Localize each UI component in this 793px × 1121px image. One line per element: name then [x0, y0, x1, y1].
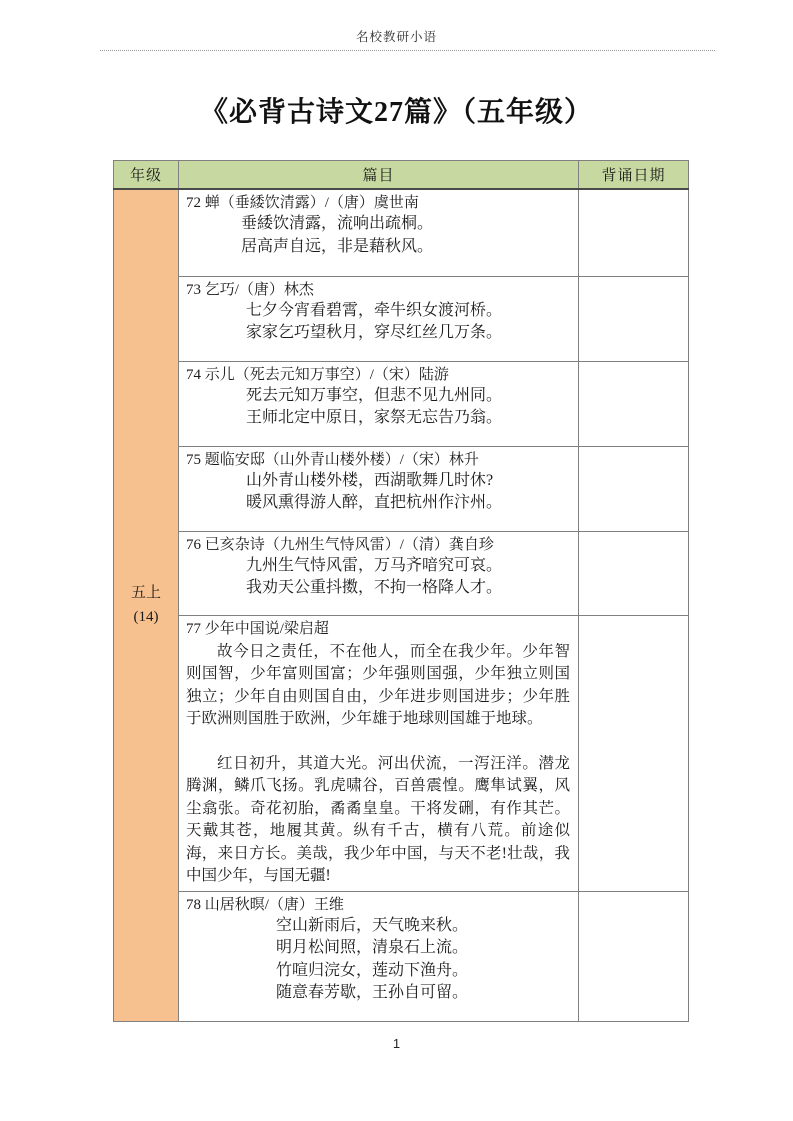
poem-title: 75 题临安邸（山外青山楼外楼）/（宋）林升	[186, 451, 479, 468]
col-header-date: 背诵日期	[579, 161, 689, 190]
poem-title: 77 少年中国说/梁启超	[186, 620, 329, 637]
poem-title: 73 乞巧/（唐）林杰	[186, 281, 314, 298]
poem-line: 随意春芳歇，王孙自可留。	[276, 984, 469, 1001]
table-row	[114, 531, 689, 615]
grade-label: 五上	[130, 585, 161, 602]
grade-count: (14)	[133, 609, 159, 626]
poem-line: 七夕今宵看碧霄，牵牛织女渡河桥。	[246, 301, 503, 319]
table-row	[114, 189, 689, 276]
poem-line: 山外青山楼外楼，西湖歌舞几时休?	[246, 471, 494, 489]
poem-line: 居高声自远，非是藉秋风。	[241, 237, 434, 255]
poem-line: 竹喧归浣女，莲动下渔舟。	[276, 961, 469, 979]
prose-paragraph: 红日初升，其道大光。河出伏流，一泻汪洋。潜龙腾渊，鳞爪飞扬。乳虎啸谷，百兽震惶。鹰隼试翼，风尘翕张。奇花初胎，矞矞皇皇。干将发硎，有作其芒。天戴其苍，地履其黄。纵有千古，横有八荒。前途似海，来日方长。美哉，我少年中国，与天不老!壮哉，我中国少年，与国无疆!	[186, 754, 570, 884]
recite-date-cell	[579, 189, 689, 276]
poem-line: 垂緌饮清露，流响出疏桐。	[241, 215, 434, 232]
table-row	[114, 276, 689, 361]
recite-date-cell	[579, 361, 689, 446]
recite-date-cell	[579, 891, 689, 1021]
header-divider	[100, 50, 715, 51]
table-row	[114, 446, 689, 531]
recite-date-cell	[579, 531, 689, 615]
table-header-row	[114, 161, 689, 190]
poem-line: 九州生气恃风雷，万马齐喑究可哀。	[246, 556, 503, 574]
poem-cell	[179, 531, 579, 615]
recite-date-cell	[579, 276, 689, 361]
poem-title: 72 蝉（垂緌饮清露）/（唐）虞世南	[186, 195, 419, 211]
table-row	[114, 891, 689, 1021]
poem-cell	[179, 615, 579, 891]
col-header-title: 篇目	[179, 161, 579, 190]
poem-cell	[179, 446, 579, 531]
poem-line: 王师北定中原日，家祭无忘告乃翁。	[246, 409, 503, 426]
poem-line: 家家乞巧望秋月，穿尽红丝几万条。	[246, 324, 503, 341]
poem-table	[113, 160, 689, 1022]
document-header-text: 名校教研小语	[355, 30, 437, 44]
poem-line: 空山新雨后，天气晚来秋。	[276, 916, 469, 934]
poem-cell	[179, 891, 579, 1021]
page-number: 1	[392, 1036, 401, 1051]
table-row	[114, 361, 689, 446]
poem-line: 死去元知万事空，但悲不见九州同。	[246, 386, 503, 404]
poem-title: 78 山居秋暝/（唐）王维	[186, 896, 344, 913]
table-row	[114, 615, 689, 891]
poem-title: 74 示儿（死去元知万事空）/（宋）陆游	[186, 366, 449, 383]
poem-line: 明月松间照，清泉石上流。	[276, 939, 469, 956]
page-title: 《必背古诗文27篇》（五年级）	[199, 97, 593, 128]
prose-paragraph: 故今日之责任，不在他人，而全在我少年。少年智则国智，少年富则国富；少年强则国强，少年独立则国独立；少年自由则国自由，少年进步则国进步；少年胜于欧洲则国胜于欧洲，少年雄于地球则国雄于地球。	[186, 642, 570, 727]
col-header-grade: 年级	[114, 161, 179, 190]
poem-line: 我劝天公重抖擞，不拘一格降人才。	[246, 579, 503, 596]
poem-title: 76 已亥杂诗（九州生气恃风雷）/（清）龚自珍	[186, 536, 494, 553]
poem-cell	[179, 361, 579, 446]
poem-cell	[179, 189, 579, 276]
grade-cell	[114, 189, 179, 1021]
poem-cell	[179, 276, 579, 361]
poem-line: 暖风熏得游人醉，直把杭州作汴州。	[246, 494, 503, 511]
recite-date-cell	[579, 446, 689, 531]
recite-date-cell	[579, 615, 689, 891]
